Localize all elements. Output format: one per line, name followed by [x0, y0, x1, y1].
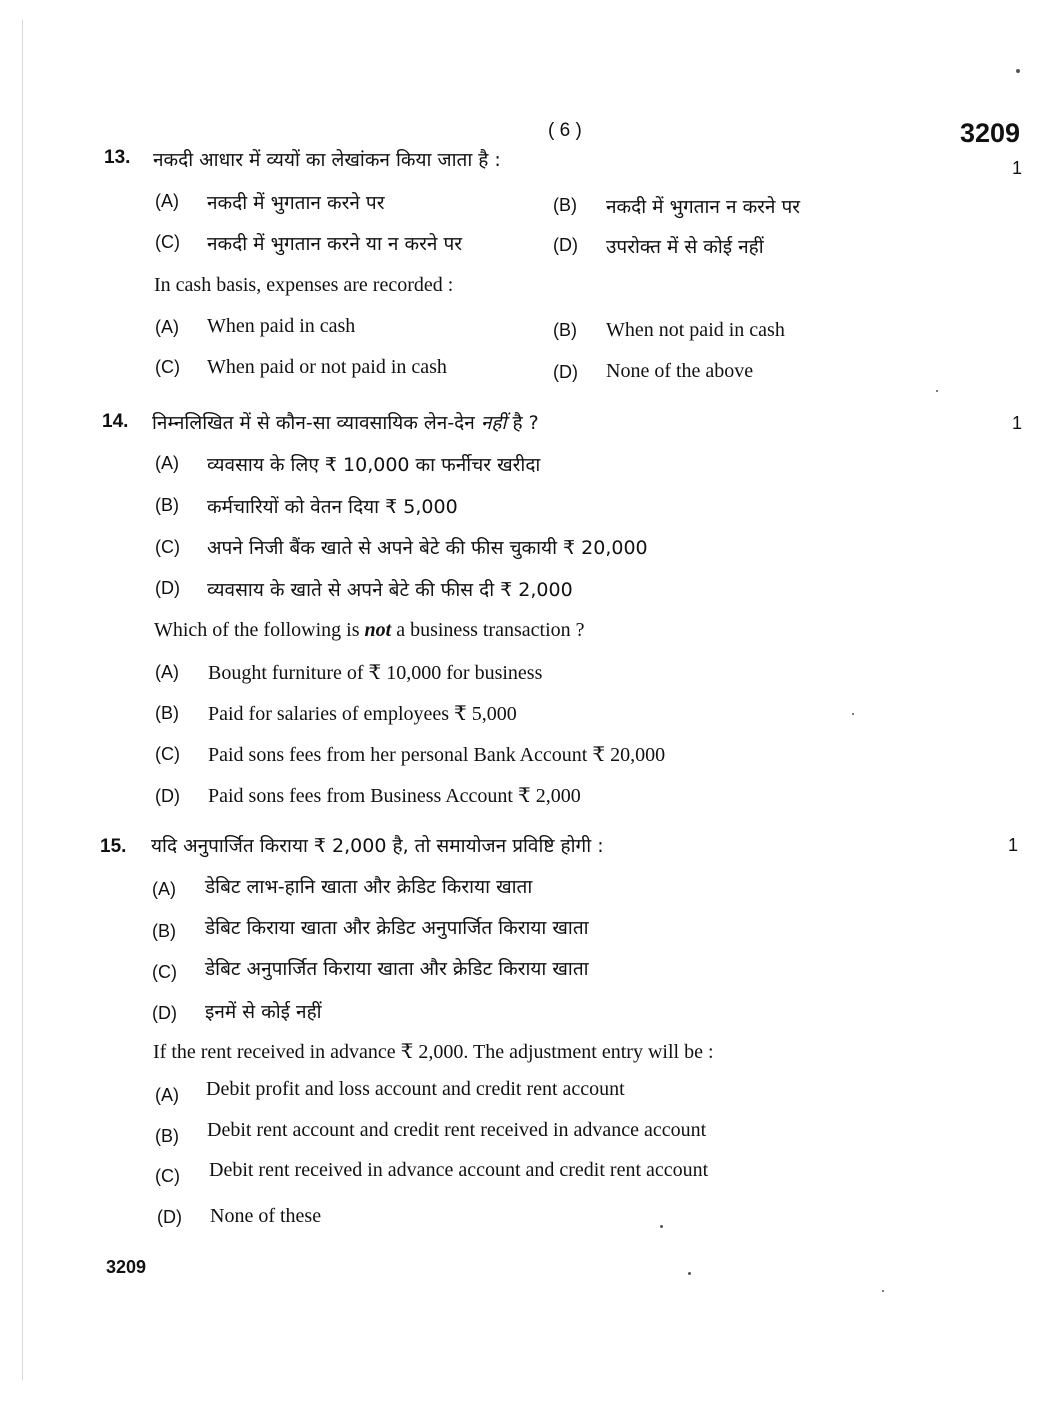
- option-text-english: When paid or not paid in cash: [207, 356, 447, 378]
- question-marks: 1: [1012, 158, 1023, 178]
- option-text-english: Paid sons fees from her personal Bank Account ₹ 20,000: [208, 744, 666, 766]
- scan-speck: [1016, 69, 1020, 73]
- option-label: (C): [155, 357, 180, 377]
- option-text-english: Debit profit and loss account and credit rent account: [206, 1078, 625, 1100]
- option-text-english: Paid sons fees from Business Account ₹ 2,000: [208, 785, 581, 807]
- option-text-hindi: कर्मचारियों को वेतन दिया ₹ 5,000: [207, 496, 458, 518]
- option-label: (A): [152, 879, 176, 899]
- option-text-hindi: नकदी में भुगतान करने पर: [207, 192, 385, 214]
- question-emphasis: नहीं: [480, 412, 507, 434]
- option-label: (D): [157, 1207, 182, 1227]
- scan-speck: [936, 390, 938, 392]
- question-text-hindi: [152, 409, 539, 435]
- option-text-hindi: नकदी में भुगतान न करने पर: [606, 196, 801, 218]
- question-text-hindi: यदि अनुपार्जित किराया ₹ 2,000 है, तो समायोजन प्रविष्टि होगी :: [151, 835, 604, 857]
- option-text-hindi: इनमें से कोई नहीं: [205, 1001, 322, 1023]
- option-text-hindi: अपने निजी बैंक खाते से अपने बेटे की फीस चुकायी ₹ 20,000: [207, 537, 648, 559]
- question-text-hindi: नकदी आधार में व्ययों का लेखांकन किया जाता है :: [153, 149, 501, 171]
- question-emphasis: not: [364, 619, 392, 641]
- question-marks: 1: [1012, 413, 1023, 433]
- scan-speck: [688, 1272, 691, 1275]
- option-label: (A): [155, 662, 179, 682]
- option-label: (A): [155, 191, 179, 211]
- question-number: 13.: [104, 147, 131, 168]
- option-label: (A): [155, 453, 179, 473]
- question-text-part: है ?: [512, 412, 539, 434]
- question-text-part: a business transaction ?: [396, 619, 585, 641]
- option-text-english: When not paid in cash: [606, 319, 785, 341]
- option-label: (B): [155, 703, 179, 723]
- scan-speck: [882, 1290, 884, 1292]
- option-text-english: Debit rent account and credit rent received in advance account: [207, 1119, 707, 1141]
- scan-margin-line: [22, 20, 23, 1380]
- option-text-hindi: डेबिट लाभ-हानि खाता और क्रेडिट किराया खाता: [205, 876, 533, 898]
- option-text-hindi: उपरोक्त में से कोई नहीं: [606, 236, 764, 258]
- option-label: (A): [155, 1085, 179, 1105]
- option-text-hindi: व्यवसाय के खाते से अपने बेटे की फीस दी ₹ 2,000: [207, 579, 573, 601]
- option-label: (C): [155, 537, 180, 557]
- scan-speck: [660, 1225, 663, 1228]
- question-text-part: निम्नलिखित में से कौन-सा व्यावसायिक लेन-देन: [152, 412, 475, 434]
- option-text-english: None of the above: [606, 360, 754, 382]
- option-label: (D): [155, 786, 180, 806]
- question-text-part: Which of the following is: [154, 619, 360, 641]
- option-label: (C): [152, 962, 177, 982]
- page-number: ( 6 ): [548, 120, 582, 141]
- option-text-hindi: व्यवसाय के लिए ₹ 10,000 का फर्नीचर खरीदा: [207, 454, 541, 476]
- option-label: (C): [155, 744, 180, 764]
- question-text-english: If the rent received in advance ₹ 2,000. The adjustment entry will be :: [153, 1041, 714, 1063]
- option-label: (D): [152, 1003, 177, 1023]
- option-label: (D): [553, 362, 578, 382]
- option-text-english: Paid for salaries of employees ₹ 5,000: [208, 703, 517, 725]
- question-number: 15.: [100, 836, 127, 857]
- question-marks: 1: [1008, 835, 1019, 855]
- option-label: (D): [155, 578, 180, 598]
- option-label: (B): [155, 1126, 179, 1146]
- option-text-hindi: नकदी में भुगतान करने या न करने पर: [207, 233, 463, 255]
- option-label: (A): [155, 317, 179, 337]
- option-text-english: None of these: [210, 1205, 322, 1227]
- scan-speck: [852, 713, 854, 715]
- question-text-english: In cash basis, expenses are recorded :: [154, 274, 454, 296]
- option-label: (B): [152, 921, 176, 941]
- option-text-hindi: डेबिट किराया खाता और क्रेडिट अनुपार्जित किराया खाता: [205, 917, 589, 939]
- question-text-english: [154, 619, 585, 642]
- paper-code-footer: 3209: [106, 1257, 147, 1277]
- option-label: (B): [155, 495, 179, 515]
- option-label: (D): [553, 235, 578, 255]
- option-text-english: Bought furniture of ₹ 10,000 for business: [208, 662, 543, 684]
- option-text-english: When paid in cash: [207, 315, 356, 337]
- option-text-hindi: डेबिट अनुपार्जित किराया खाता और क्रेडिट किराया खाता: [205, 958, 589, 980]
- option-label: (B): [553, 195, 577, 215]
- option-label: (C): [155, 232, 180, 252]
- option-label: (C): [155, 1166, 180, 1186]
- option-text-english: Debit rent received in advance account and credit rent account: [209, 1159, 709, 1181]
- paper-code-header: 3209: [960, 118, 1021, 148]
- option-label: (B): [553, 320, 577, 340]
- question-number: 14.: [102, 411, 129, 432]
